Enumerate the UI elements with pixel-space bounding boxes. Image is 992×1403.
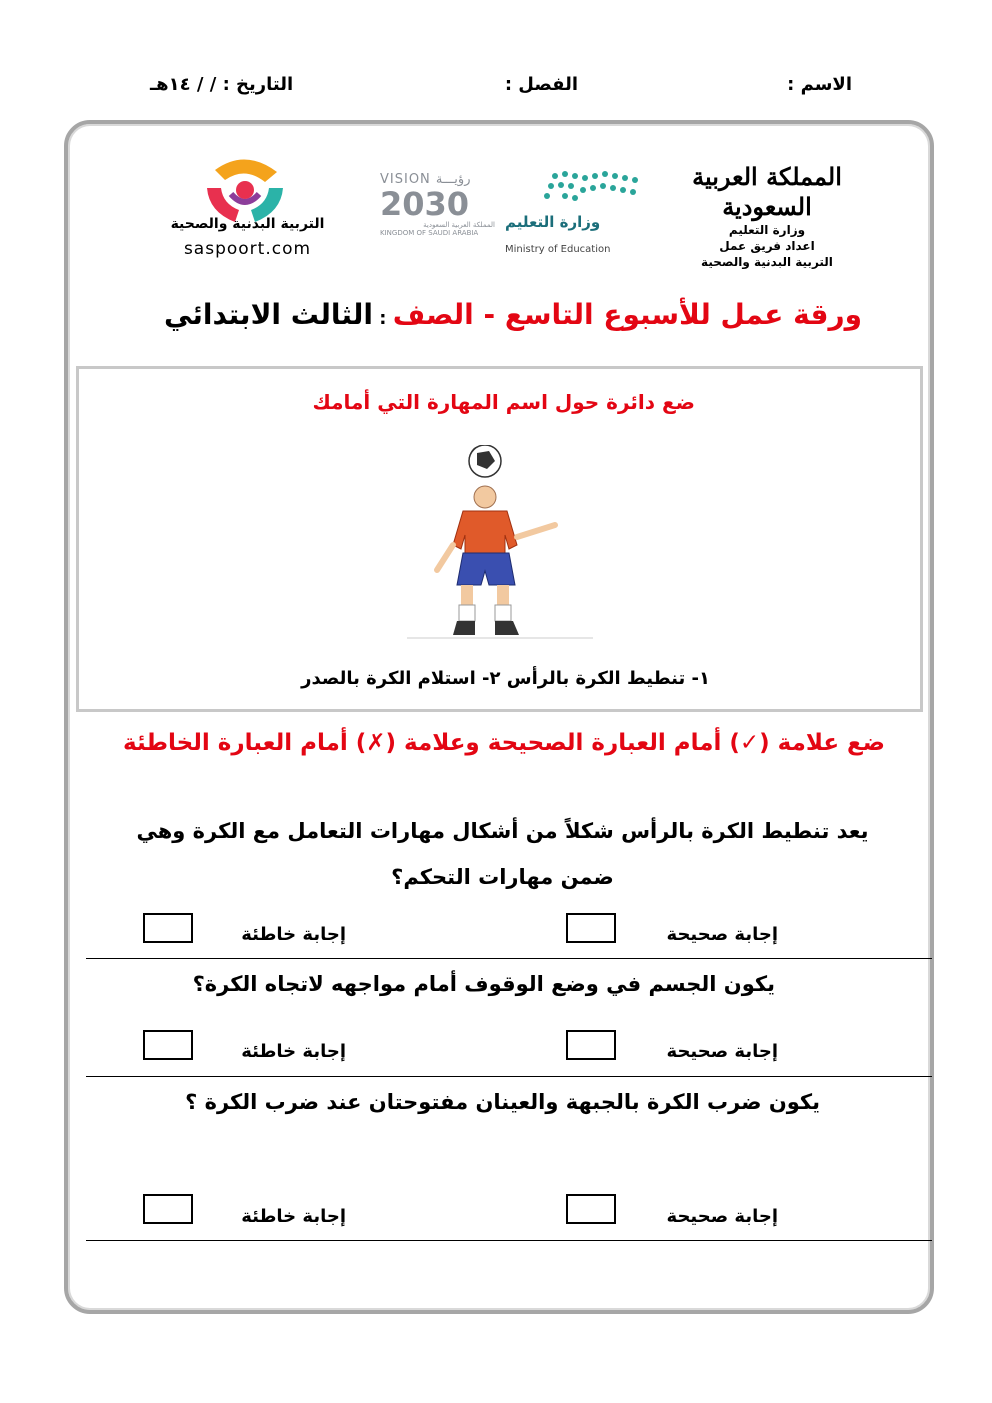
- skill-choices[interactable]: ١- تنطيط الكرة بالرأس ٢- استلام الكرة بالصدر: [301, 668, 710, 689]
- worksheet-title: [150, 298, 862, 331]
- divider-2: [86, 1076, 932, 1077]
- question-2: يكون الجسم في وضع الوقوف أمام مواجهه لاتجاه الكرة؟: [192, 972, 775, 996]
- name-label: الاسم :: [787, 74, 852, 95]
- q2-wrong-box[interactable]: [143, 1030, 193, 1060]
- title-dash: -: [473, 298, 505, 331]
- divider-1: [86, 958, 932, 959]
- title-colon: :: [372, 308, 393, 329]
- q3-correct-label: إجابة صحيحة: [666, 1206, 778, 1227]
- vision-sub-en: KINGDOM OF SAUDI ARABIA: [380, 229, 479, 237]
- q1-correct-box[interactable]: [566, 913, 616, 943]
- q1-wrong-label: إجابة خاطئة: [241, 924, 346, 945]
- q3-correct-box[interactable]: [566, 1194, 616, 1224]
- circle-instruction: ضع دائرة حول اسم المهارة التي أمامك: [312, 390, 695, 414]
- kingdom-logo: [682, 162, 852, 270]
- q2-correct-label: إجابة صحيحة: [666, 1041, 778, 1062]
- title-grade: الثالث الابتدائي: [164, 298, 373, 331]
- divider-3: [86, 1240, 932, 1241]
- date-label: التاريخ : / / ١٤هـ: [150, 74, 294, 95]
- question-1: يعد تنطيط الكرة بالرأس شكلاً من أشكال مهارات التعامل مع الكرة وهي ضمن مهارات التحكم؟: [136, 819, 869, 889]
- vision-year: 2030: [380, 185, 470, 223]
- vision-2030-logo: [380, 172, 495, 242]
- ministry-line: وزارة التعليم: [728, 223, 806, 237]
- player-heading-ball-icon: [405, 445, 595, 645]
- q1-correct-label: إجابة صحيحة: [666, 924, 778, 945]
- kingdom-calligraphy: المملكة العربية السعودية: [692, 162, 842, 221]
- team-line: اعداد فريق عمل: [719, 239, 815, 253]
- subject-line: التربية البدنية والصحية: [701, 255, 833, 269]
- vision-sub-ar: المملكة العربية السعودية: [423, 221, 495, 229]
- pe-logo-text: التربية البدنية والصحية: [170, 216, 325, 232]
- moe-arabic: وزارة التعليم: [505, 213, 601, 231]
- q2-wrong-label: إجابة خاطئة: [241, 1041, 346, 1062]
- q3-wrong-box[interactable]: [143, 1194, 193, 1224]
- pe-url: saspoort.com: [183, 239, 312, 259]
- class-label: الفصل :: [504, 74, 578, 95]
- moe-english: Ministry of Education: [505, 244, 611, 255]
- q3-wrong-label: إجابة خاطئة: [241, 1206, 346, 1227]
- vision-title: VISION رؤيـــة: [380, 172, 471, 187]
- title-grade-label: الصف: [392, 298, 474, 331]
- question-3: يكون ضرب الكرة بالجبهة والعينان مفتوحتان عند ضرب الكرة ؟: [185, 1090, 820, 1114]
- true-false-instruction: ضع علامة (✓) أمام العبارة الصحيحة وعلامة (✗) أمام العبارة الخاطئة: [123, 730, 885, 756]
- title-week: ورقة عمل للأسبوع التاسع: [504, 298, 862, 331]
- q1-wrong-box[interactable]: [143, 913, 193, 943]
- q2-correct-box[interactable]: [566, 1030, 616, 1060]
